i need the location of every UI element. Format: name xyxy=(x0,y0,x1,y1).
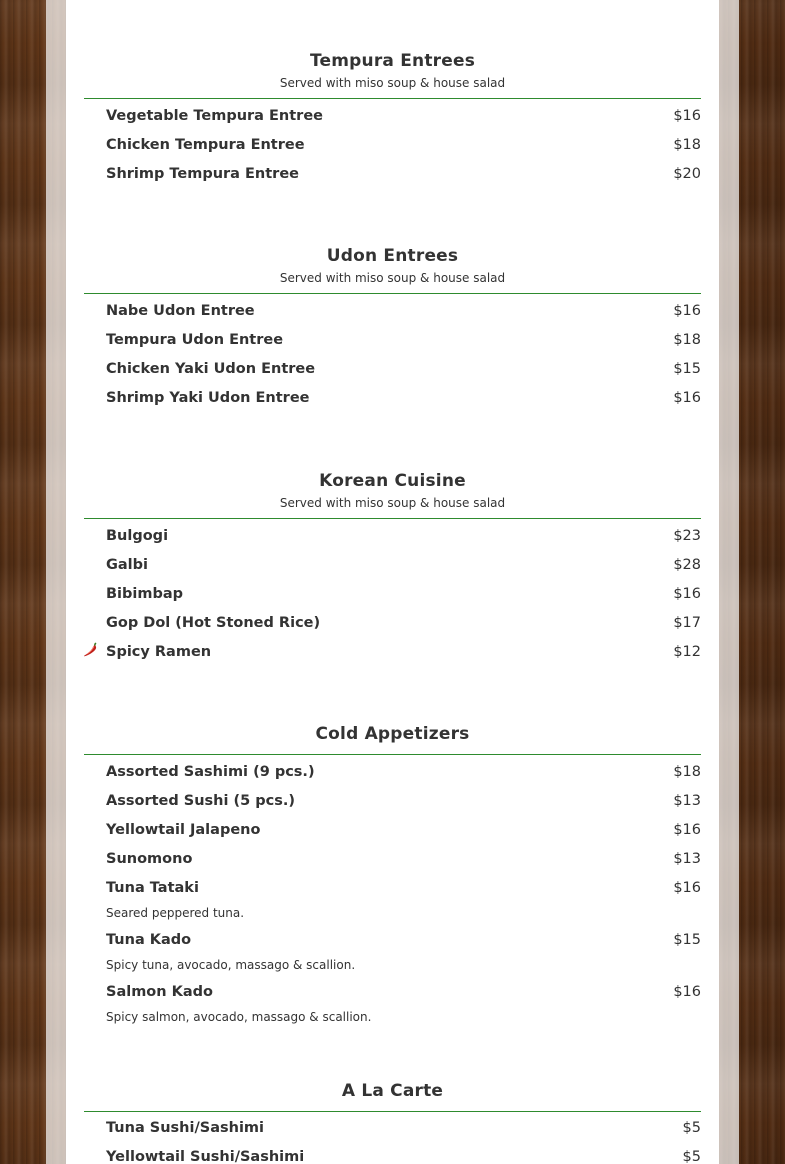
section-korean-cuisine xyxy=(84,470,701,672)
item-price: $23 xyxy=(673,528,701,544)
item-name: Tempura Udon Entree xyxy=(106,332,284,348)
section-divider xyxy=(84,293,701,294)
item-description: Seared peppered tuna. xyxy=(106,906,245,920)
item-name: Tuna Kado xyxy=(106,932,192,948)
item-list xyxy=(84,763,701,1035)
chili-pepper-icon xyxy=(82,641,100,659)
item-price: $13 xyxy=(673,851,701,867)
section-udon-entrees xyxy=(84,245,701,418)
item-name: Spicy Ramen xyxy=(106,644,212,660)
item-price: $15 xyxy=(673,361,701,377)
section-title: Udon Entrees xyxy=(326,246,459,266)
section-divider xyxy=(84,1111,701,1112)
menu-item xyxy=(84,614,701,643)
item-name: Sunomono xyxy=(106,851,193,867)
item-description: Spicy salmon, avocado, massago & scallion. xyxy=(106,1010,372,1024)
menu-item xyxy=(84,302,701,331)
item-name: Bulgogi xyxy=(106,528,169,544)
section-divider xyxy=(84,754,701,755)
item-name: Shrimp Yaki Udon Entree xyxy=(106,390,310,406)
menu-item xyxy=(84,331,701,360)
item-name: Tuna Sushi/Sashimi xyxy=(106,1120,264,1136)
section-subtitle: Served with miso soup & house salad xyxy=(279,496,506,510)
section-divider xyxy=(84,98,701,99)
item-name: Chicken Tempura Entree xyxy=(106,137,305,153)
item-price: $5 xyxy=(682,1120,701,1136)
item-name: Salmon Kado xyxy=(106,984,214,1000)
item-name: Chicken Yaki Udon Entree xyxy=(106,361,316,377)
item-list xyxy=(84,1119,701,1164)
item-price: $16 xyxy=(673,822,701,838)
item-price: $16 xyxy=(673,984,701,1000)
menu-item xyxy=(84,527,701,556)
item-name: Nabe Udon Entree xyxy=(106,303,255,319)
item-name: Assorted Sashimi (9 pcs.) xyxy=(106,764,315,780)
item-price: $28 xyxy=(673,557,701,573)
section-subtitle: Served with miso soup & house salad xyxy=(279,271,506,285)
item-description: Spicy tuna, avocado, massago & scallion. xyxy=(106,958,356,972)
item-list xyxy=(84,527,701,672)
menu-item xyxy=(84,821,701,850)
item-name: Galbi xyxy=(106,557,149,573)
menu-item xyxy=(84,165,701,194)
item-price: $16 xyxy=(673,303,701,319)
menu-page xyxy=(66,0,719,1164)
item-price: $16 xyxy=(673,390,701,406)
menu-item xyxy=(84,107,701,136)
item-price: $13 xyxy=(673,793,701,809)
menu-item xyxy=(84,879,701,931)
item-list xyxy=(84,107,701,194)
menu-item xyxy=(84,643,701,672)
item-price: $15 xyxy=(673,932,701,948)
item-price: $16 xyxy=(673,108,701,124)
menu-item xyxy=(84,763,701,792)
menu-item xyxy=(84,585,701,614)
section-subtitle: Served with miso soup & house salad xyxy=(279,76,506,90)
item-price: $16 xyxy=(673,586,701,602)
menu-item xyxy=(84,136,701,165)
item-price: $18 xyxy=(673,332,701,348)
menu-item xyxy=(84,850,701,879)
item-name: Yellowtail Sushi/Sashimi xyxy=(106,1149,305,1164)
section-divider xyxy=(84,518,701,519)
menu-item xyxy=(84,931,701,983)
item-name: Tuna Tataki xyxy=(106,880,199,896)
item-price: $5 xyxy=(682,1149,701,1164)
menu-item xyxy=(84,389,701,418)
menu-item xyxy=(84,360,701,389)
menu-item xyxy=(84,1119,701,1148)
item-name: Vegetable Tempura Entree xyxy=(106,108,323,124)
item-name: Shrimp Tempura Entree xyxy=(106,166,299,182)
item-price: $18 xyxy=(673,137,701,153)
item-name: Assorted Sushi (5 pcs.) xyxy=(106,793,296,809)
item-name: Bibimbap xyxy=(106,586,184,602)
item-name: Gop Dol (Hot Stoned Rice) xyxy=(106,615,321,631)
item-list xyxy=(84,302,701,418)
section-title: Tempura Entrees xyxy=(309,51,476,71)
menu-item xyxy=(84,1148,701,1164)
item-name: Yellowtail Jalapeno xyxy=(106,822,261,838)
item-price: $18 xyxy=(673,764,701,780)
menu-item xyxy=(84,556,701,585)
menu-item xyxy=(84,983,701,1035)
item-price: $20 xyxy=(673,166,701,182)
item-price: $12 xyxy=(673,644,701,660)
section-title: A La Carte xyxy=(341,1081,444,1101)
section-title: Korean Cuisine xyxy=(319,471,466,491)
section-a-la-carte xyxy=(84,1080,701,1164)
section-cold-appetizers xyxy=(84,723,701,1035)
section-title: Cold Appetizers xyxy=(315,724,470,744)
item-price: $17 xyxy=(673,615,701,631)
section-tempura-entrees xyxy=(84,50,701,194)
menu-item xyxy=(84,792,701,821)
item-price: $16 xyxy=(673,880,701,896)
